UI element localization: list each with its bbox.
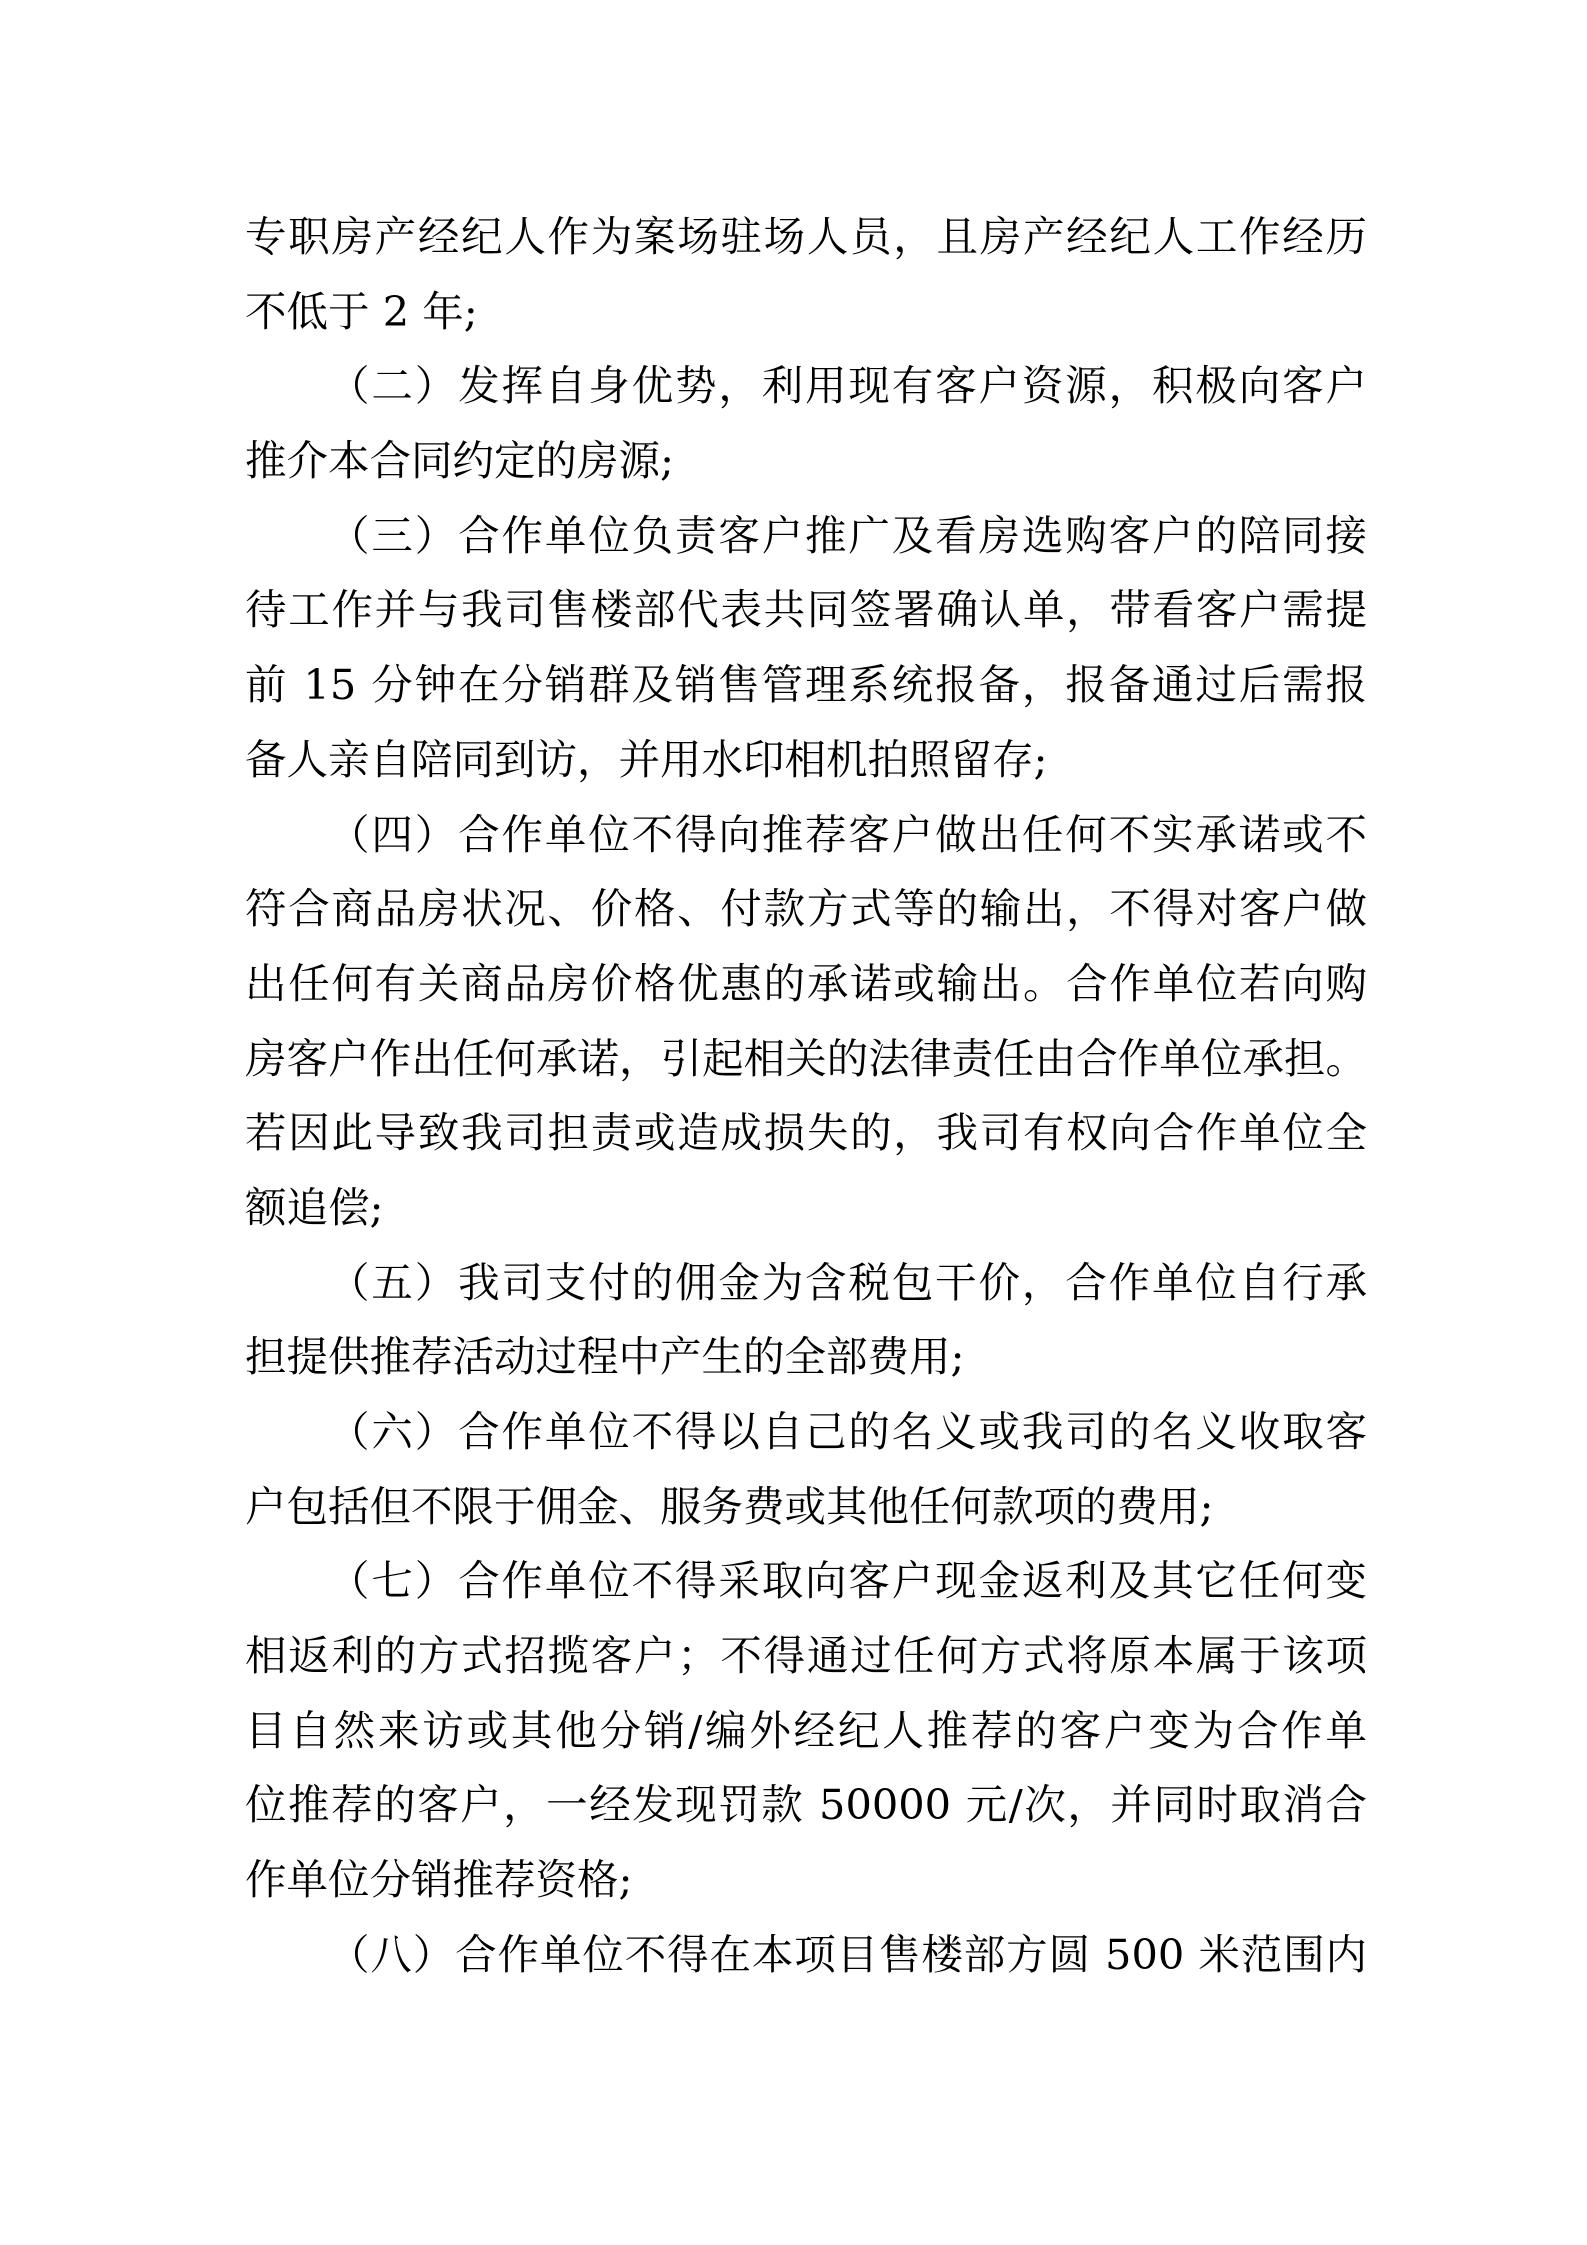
text-line: 相返利的方式招揽客户；不得通过任何方式将原本属于该项 — [245, 1631, 1367, 1681]
text-line: 目自然来访或其他分销/编外经纪人推荐的客户变为合作单 — [245, 1705, 1367, 1755]
text-line: 担提供推荐活动过程中产生的全部费用; — [245, 1332, 965, 1382]
text-line: 待工作并与我司售楼部代表共同签署确认单，带看客户需提 — [245, 585, 1367, 635]
text-line: 户包括但不限于佣金、服务费或其他任何款项的费用; — [245, 1481, 1214, 1531]
text-line: 前 15 分钟在分销群及销售管理系统报备，报备通过后需报 — [245, 660, 1367, 710]
text-line: 推介本合同约定的房源; — [245, 436, 674, 486]
text-line-clause-3: （三）合作单位负责客户推广及看房选购客户的陪同接 — [328, 510, 1367, 560]
text-line-clause-7: （七）合作单位不得采取向客户现金返利及其它任何变 — [328, 1556, 1367, 1606]
text-line: 房客户作出任何承诺，引起相关的法律责任由合作单位承担。 — [245, 1033, 1367, 1083]
text-line: 专职房产经纪人作为案场驻场人员，且房产经纪人工作经历 — [245, 212, 1367, 261]
text-line-clause-5: （五）我司支付的佣金为含税包干价，合作单位自行承 — [328, 1257, 1367, 1307]
text-line: 若因此导致我司担责或造成损失的，我司有权向合作单位全 — [245, 1108, 1367, 1158]
text-line-clause-4: （四）合作单位不得向推荐客户做出任何不实承诺或不 — [328, 809, 1367, 859]
text-line-clause-2: （二）发挥自身优势，利用现有客户资源，积极向客户 — [328, 361, 1367, 411]
text-line: 出任何有关商品房价格优惠的承诺或输出。合作单位若向购 — [245, 958, 1367, 1008]
text-line: 作单位分销推荐资格; — [245, 1855, 633, 1905]
document-body — [245, 200, 1367, 1993]
text-line: 符合商品房状况、价格、付款方式等的输出，不得对客户做 — [245, 884, 1367, 934]
text-line-clause-8: （八）合作单位不得在本项目售楼部方圆 500 米范围内 — [328, 1929, 1367, 1979]
text-line: 额追偿; — [245, 1182, 384, 1232]
text-line: 备人亲自陪同到访，并用水印相机拍照留存; — [245, 734, 1048, 784]
text-line-clause-6: （六）合作单位不得以自己的名义或我司的名义收取客 — [328, 1407, 1367, 1456]
text-line: 位推荐的客户，一经发现罚款 50000 元/次，并同时取消合 — [245, 1780, 1367, 1830]
text-line: 不低于 2 年; — [245, 286, 478, 336]
